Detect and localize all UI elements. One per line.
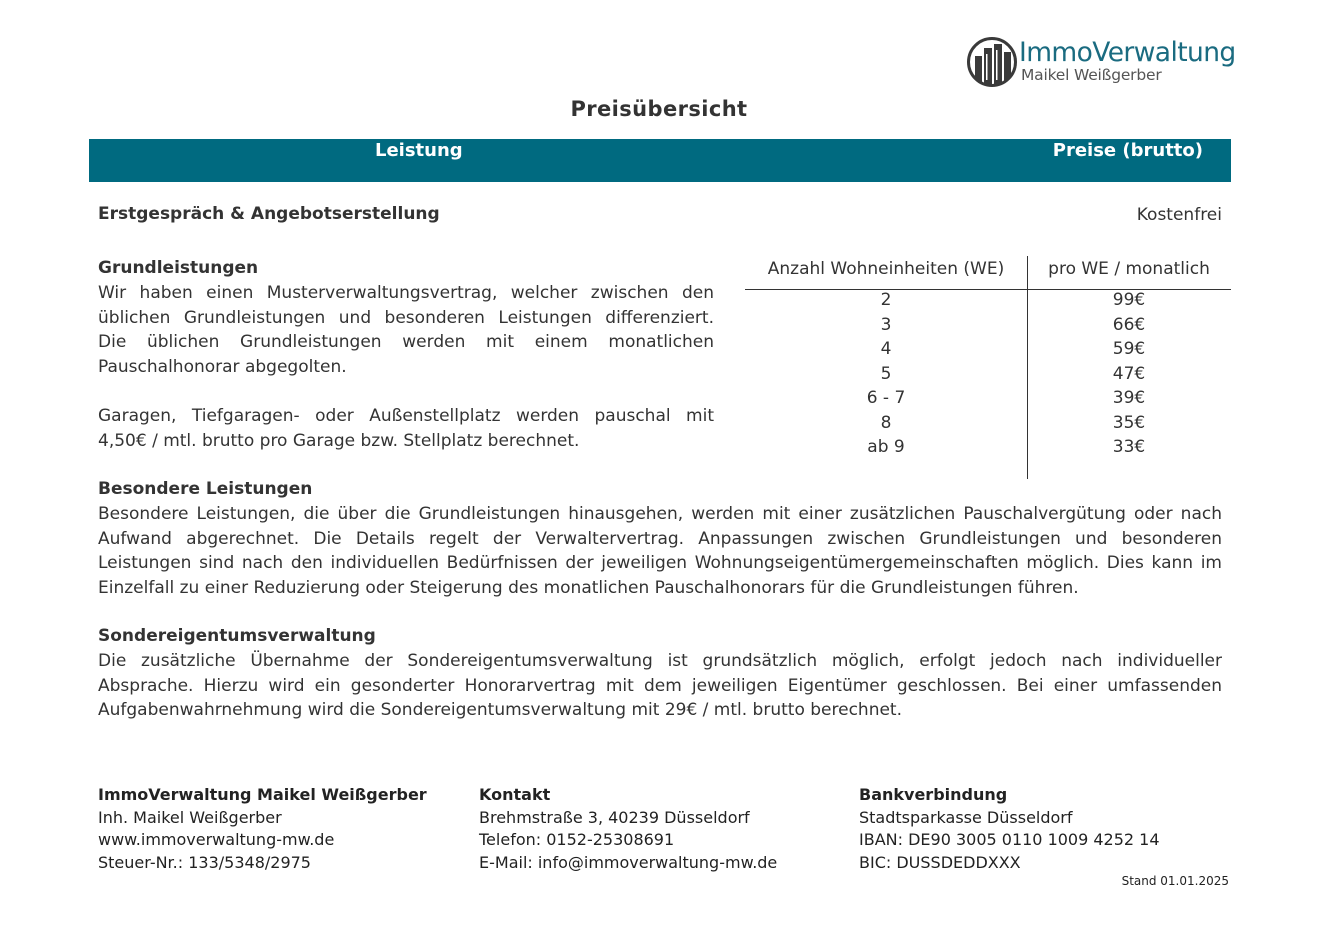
footer-contact	[479, 784, 777, 874]
paragraph-line: Die zusätzliche Übernahme der Sondereigentumsverwaltung ist grundsätzlich möglich, erfolgt jedoch nach individueller	[98, 651, 1222, 671]
paragraph-line: Besondere Leistungen, die über die Grundleistungen hinausgehen, werden mit einer zusätzlichen Pauschalvergütung oder nach	[98, 504, 1222, 524]
besondere-paragraph	[98, 502, 1222, 600]
we-price: 66€	[1112, 314, 1146, 335]
footer-email-link[interactable]: E-Mail: info@immoverwaltung-mw.de	[479, 852, 778, 872]
sondereigentum-heading: Sondereigentumsverwaltung	[98, 626, 376, 646]
footer-bic: BIC: DUSSDEDDXXX	[859, 852, 1021, 872]
grundleistungen-paragraph	[98, 281, 714, 379]
footer-bank-name: Stadtsparkasse Düsseldorf	[859, 807, 1073, 827]
we-price: 33€	[1112, 437, 1146, 457]
footer-contact-heading: Kontakt	[479, 785, 551, 804]
paragraph-line: Garagen, Tiefgaragen- oder Außenstellplatz werden pauschal mit	[98, 406, 714, 426]
paragraph-line: Leistungen sind nach den individuellen Bedürfnissen der jeweiligen Wohnungseigentümergemeinschaften möglich. Dies kann im	[98, 553, 1222, 573]
stand-date: Stand 01.01.2025	[1121, 874, 1229, 888]
page-title: Preisübersicht	[570, 97, 748, 121]
paragraph-line: üblichen Grundleistungen und besonderen Leistungen differenziert.	[98, 307, 714, 328]
footer-company-heading: ImmoVerwaltung Maikel Weißgerber	[98, 785, 427, 804]
header-leistung: Leistung	[375, 140, 463, 161]
erstgespraech-label: Erstgespräch & Angebotserstellung	[98, 204, 440, 224]
we-price: 39€	[1112, 388, 1146, 408]
table-row	[745, 388, 1231, 413]
footer-address: Brehmstraße 3, 40239 Düsseldorf	[479, 807, 750, 827]
paragraph-line: Pauschalhonorar abgegolten.	[98, 356, 347, 377]
besondere-heading: Besondere Leistungen	[98, 479, 313, 499]
footer-iban: IBAN: DE90 3005 0110 1009 4252 14	[859, 830, 1160, 849]
logo-brand-text: ImmoVerwaltung	[1019, 37, 1236, 68]
footer-owner: Inh. Maikel Weißgerber	[98, 807, 282, 827]
paragraph-line: Absprache. Hierzu wird ein gesonderter Honorarvertrag mit dem jeweiligen Eigentümer geschlossen. Bei einer umfassenden	[98, 675, 1222, 696]
we-price: 35€	[1112, 412, 1146, 433]
we-count: 4	[880, 339, 892, 359]
we-count: 2	[880, 290, 892, 310]
we-count: 3	[880, 314, 892, 335]
price-table-col-we: Anzahl Wohneinheiten (WE)	[767, 259, 1005, 279]
company-logo	[966, 36, 1236, 92]
footer-website-link[interactable]: www.immoverwaltung-mw.de	[98, 830, 335, 849]
paragraph-line: 4,50€ / mtl. brutto pro Garage bzw. Stellplatz berechnet.	[98, 430, 580, 451]
we-price: 47€	[1112, 363, 1146, 384]
footer-bank-heading: Bankverbindung	[859, 785, 1008, 804]
table-header-bar	[89, 139, 1231, 182]
footer-company	[98, 784, 427, 874]
paragraph-line: Aufwand abgerechnet. Die Details regelt der Verwaltervertrag. Anpassungen zwischen Grundleistungen und besonderen	[98, 528, 1222, 549]
header-preise: Preise (brutto)	[1052, 140, 1203, 161]
paragraph-line: Einzelfall zu einer Reduzierung oder Steigerung des monatlichen Pauschalhonorars für die Grundleistungen führen.	[98, 577, 1079, 598]
garagen-paragraph	[98, 404, 714, 453]
paragraph-line: Wir haben einen Musterverwaltungsvertrag, welcher zwischen den	[98, 283, 714, 303]
city-buildings-icon	[966, 36, 1018, 88]
sondereigentum-paragraph	[98, 649, 1222, 723]
erstgespraech-price: Kostenfrei	[1136, 205, 1222, 225]
we-price: 59€	[1112, 339, 1146, 359]
footer-tax-number: Steuer-Nr.: 133/5348/2975	[98, 852, 311, 872]
grundleistungen-heading: Grundleistungen	[98, 258, 259, 278]
table-row	[745, 315, 1231, 340]
price-table	[745, 256, 1231, 479]
logo-subtitle: Maikel Weißgerber	[1021, 66, 1162, 84]
price-table-col-price: pro WE / monatlich	[1048, 259, 1210, 279]
we-price: 99€	[1112, 290, 1146, 310]
table-row	[745, 437, 1231, 462]
footer-bank	[859, 784, 1160, 874]
table-row	[745, 339, 1231, 364]
paragraph-line: Die üblichen Grundleistungen werden mit einem monatlichen	[98, 332, 714, 352]
table-row	[745, 413, 1231, 438]
we-count: 5	[880, 363, 892, 384]
table-row	[745, 290, 1231, 315]
we-count: 8	[880, 412, 892, 433]
table-row	[745, 364, 1231, 389]
we-count: 6 - 7	[866, 388, 906, 408]
price-table-header	[745, 256, 1231, 290]
paragraph-line: Aufgabenwahrnehmung wird die Sondereigentumsverwaltung mit 29€ / mtl. brutto berechnet.	[98, 700, 902, 720]
footer-phone: Telefon: 0152-25308691	[479, 830, 675, 849]
we-count: ab 9	[867, 437, 905, 457]
